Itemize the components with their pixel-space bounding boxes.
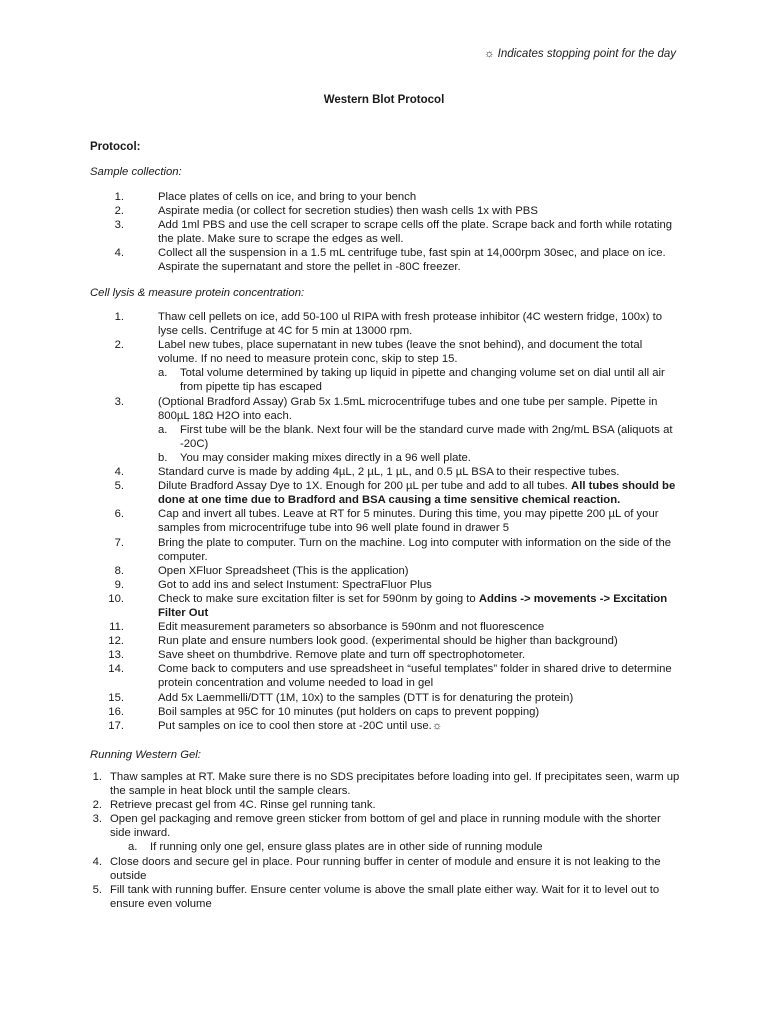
sample-collection-list <box>90 190 680 275</box>
step-number: 15. <box>108 691 124 704</box>
step-number: 9. <box>114 578 124 591</box>
list-item <box>90 479 680 507</box>
step-text <box>158 578 680 592</box>
section-heading-sample-collection: Sample collection: <box>90 166 182 178</box>
step-text <box>158 662 680 690</box>
step-number: 3. <box>114 395 124 408</box>
list-item <box>90 798 680 812</box>
step-text-plain: Dilute Bradford Assay Dye to 1X. Enough for 200 µL per tube and add to all tubes. <box>158 480 572 493</box>
step-text-bold: All tubes should be done at one time due to Bradford and BSA causing a time sensitive chemical reaction. <box>158 480 676 507</box>
step-number: 13. <box>108 649 124 662</box>
step-text <box>158 691 680 705</box>
step-number: 1. <box>92 771 102 783</box>
step-number: 14. <box>108 663 124 676</box>
step-text-plain: Boil samples at 95C for 10 minutes (put holders on caps to prevent popping) <box>158 705 540 718</box>
step-text-plain: Retrieve precast gel from 4C. Rinse gel running tank. <box>110 799 376 812</box>
step-text <box>158 719 680 733</box>
list-item <box>90 564 680 578</box>
step-text-bold: Addins -> movements -> Excitation Filter Out <box>158 592 668 619</box>
step-number: 16. <box>108 705 124 718</box>
sub-list <box>158 366 680 394</box>
step-text <box>158 204 680 218</box>
list-item <box>90 204 680 218</box>
list-item <box>90 190 680 204</box>
sub-item-letter: a. <box>158 423 168 436</box>
step-text-plain: Add 1ml PBS and use the cell scraper to scrape cells off the plate. Scrape back and forth while rotating the plate. Make sure to scrape the edges as well. <box>158 219 673 246</box>
step-text-plain: Put samples on ice to cool then store at -20C until use.☼ <box>158 719 443 732</box>
step-number: 2. <box>92 799 102 812</box>
step-text <box>158 246 680 274</box>
step-number: 12. <box>108 635 124 648</box>
step-text-plain: (Optional Bradford Assay) Grab 5x 1.5mL microcentrifuge tubes and one tube per sample. Pipette in 800µL 18Ω H2O into each. <box>158 395 658 422</box>
sub-item-text: Total volume determined by taking up liquid in pipette and changing volume set on dial until all air from pipette tip has escaped <box>180 367 665 394</box>
step-text <box>158 190 680 204</box>
step-number: 11. <box>109 621 124 634</box>
step-text-plain: Open XFluor Spreadsheet (This is the application) <box>158 564 409 577</box>
step-text <box>158 218 680 246</box>
step-text-plain: Add 5x Laemmelli/DTT (1M, 10x) to the samples (DTT is for denaturing the protein) <box>158 691 574 704</box>
list-item <box>90 812 680 854</box>
sub-item-text: First tube will be the blank. Next four will be the standard curve made with 2ng/mL BSA (aliquots at -20C) <box>180 423 673 450</box>
list-item <box>90 465 680 479</box>
list-item <box>90 536 680 564</box>
sub-list-item <box>128 840 680 854</box>
step-text <box>158 648 680 662</box>
sub-item-letter: a. <box>128 841 138 854</box>
list-item <box>90 395 680 465</box>
step-text-plain: Fill tank with running buffer. Ensure center volume is above the small plate either way. Wait for it to level out to ensure even volume <box>110 883 660 910</box>
step-number: 4. <box>114 247 124 260</box>
step-text <box>110 883 680 911</box>
sub-list-item <box>158 366 680 394</box>
sub-item-text: You may consider making mixes directly in a 96 well plate. <box>180 451 471 464</box>
step-text-plain: Save sheet on thumbdrive. Remove plate and turn off spectrophotometer. <box>158 649 526 662</box>
step-number: 4. <box>114 466 124 479</box>
step-text <box>158 620 680 634</box>
list-item <box>90 855 680 883</box>
sub-item-letter: a. <box>158 367 168 380</box>
step-text-plain: Aspirate media (or collect for secretion studies) then wash cells 1x with PBS <box>158 205 538 218</box>
section-heading-cell-lysis: Cell lysis & measure protein concentration: <box>90 287 305 299</box>
step-text <box>110 798 680 812</box>
step-number: 4. <box>92 855 102 868</box>
step-text <box>110 770 680 798</box>
step-text <box>158 592 680 620</box>
step-text <box>158 536 680 564</box>
step-number: 2. <box>114 339 124 352</box>
step-text-plain: Got to add ins and select Instument: SpectraFluor Plus <box>158 578 432 591</box>
list-item <box>90 246 680 274</box>
list-item <box>90 620 680 634</box>
step-text <box>110 812 680 840</box>
running-gel-list <box>90 770 680 911</box>
step-text-plain: Label new tubes, place supernatant in new tubes (leave the snot behind), and document the total volume. If no need to measure protein conc, skip to step 15. <box>158 339 643 366</box>
step-number: 1. <box>114 191 124 203</box>
step-number: 3. <box>92 813 102 826</box>
list-item <box>90 634 680 648</box>
list-item <box>90 310 680 338</box>
stopping-point-note: ☼ Indicates stopping point for the day <box>483 48 676 60</box>
step-text <box>158 395 680 423</box>
step-number: 5. <box>114 480 124 493</box>
step-text-plain: Collect all the suspension in a 1.5 mL centrifuge tube, fast spin at 14,000rpm 30sec, and place on ice. Aspirate the supernatant and store the pellet in -80C freezer. <box>158 247 666 274</box>
list-item <box>90 578 680 592</box>
list-item <box>90 705 680 719</box>
step-text-plain: Run plate and ensure numbers look good. (experimental should be higher than background) <box>158 635 618 648</box>
step-text-plain: Thaw samples at RT. Make sure there is no SDS precipitates before loading into gel. If precipitates seen, warm up the sample in heat block until the sample clears. <box>110 771 680 798</box>
step-text-plain: Bring the plate to computer. Turn on the machine. Log into computer with information on the side of the computer. <box>158 536 672 563</box>
step-text-plain: Standard curve is made by adding 4µL, 2 µL, 1 µL, and 0.5 µL BSA to their respective tubes. <box>158 466 620 479</box>
step-text <box>158 507 680 535</box>
step-text <box>158 634 680 648</box>
step-number: 5. <box>92 883 102 896</box>
sub-list <box>158 423 680 465</box>
step-text-plain: Cap and invert all tubes. Leave at RT for 5 minutes. During this time, you may pipette 200 µL of your samples from microcentrifuge tube into 96 well plate found in drawer 5 <box>158 508 659 535</box>
step-number: 3. <box>114 219 124 232</box>
list-item <box>90 218 680 246</box>
step-text <box>158 705 680 719</box>
sub-item-letter: b. <box>158 451 168 464</box>
step-text <box>158 479 680 507</box>
protocol-heading: Protocol: <box>90 141 141 153</box>
sub-list-item <box>158 451 680 465</box>
list-item <box>90 662 680 690</box>
step-number: 10. <box>108 592 124 605</box>
list-item <box>90 648 680 662</box>
step-number: 8. <box>114 564 124 577</box>
step-text <box>158 338 680 366</box>
list-item <box>90 883 680 911</box>
sub-list-item <box>158 423 680 451</box>
step-text <box>158 564 680 578</box>
step-text-plain: Check to make sure excitation filter is set for 590nm by going to <box>158 592 479 605</box>
list-item <box>90 691 680 705</box>
sub-item-text: If running only one gel, ensure glass plates are in other side of running module <box>150 841 543 854</box>
step-text-plain: Place plates of cells on ice, and bring to your bench <box>158 191 417 203</box>
step-number: 17. <box>108 719 124 732</box>
cell-lysis-list <box>90 310 680 733</box>
step-text-plain: Thaw cell pellets on ice, add 50-100 ul RIPA with fresh protease inhibitor (4C western fridge, 100x) to lyse cells. Centrifuge at 4C for 5 min at 13000 rpm. <box>158 311 663 338</box>
list-item <box>90 719 680 733</box>
step-number: 2. <box>114 205 124 218</box>
document-title: Western Blot Protocol <box>323 94 445 106</box>
step-number: 6. <box>114 508 124 521</box>
sub-list <box>128 840 680 854</box>
step-text <box>110 855 680 883</box>
step-text-plain: Edit measurement parameters so absorbance is 590nm and not fluorescence <box>158 621 545 634</box>
list-item <box>90 592 680 620</box>
list-item <box>90 770 680 798</box>
step-text <box>158 465 680 479</box>
section-heading-running-gel: Running Western Gel: <box>90 749 201 761</box>
step-text <box>158 310 680 338</box>
step-text-plain: Open gel packaging and remove green sticker from bottom of gel and place in running module with the shorter side inward. <box>110 813 661 840</box>
step-number: 1. <box>114 311 124 323</box>
step-text-plain: Come back to computers and use spreadsheet in “useful templates” folder in shared drive to determine protein concentration and volume needed to load in gel <box>158 663 672 690</box>
step-number: 7. <box>114 536 124 549</box>
step-text-plain: Close doors and secure gel in place. Pour running buffer in center of module and ensure it is not leaking to the outside <box>110 855 661 882</box>
list-item <box>90 338 680 394</box>
list-item <box>90 507 680 535</box>
